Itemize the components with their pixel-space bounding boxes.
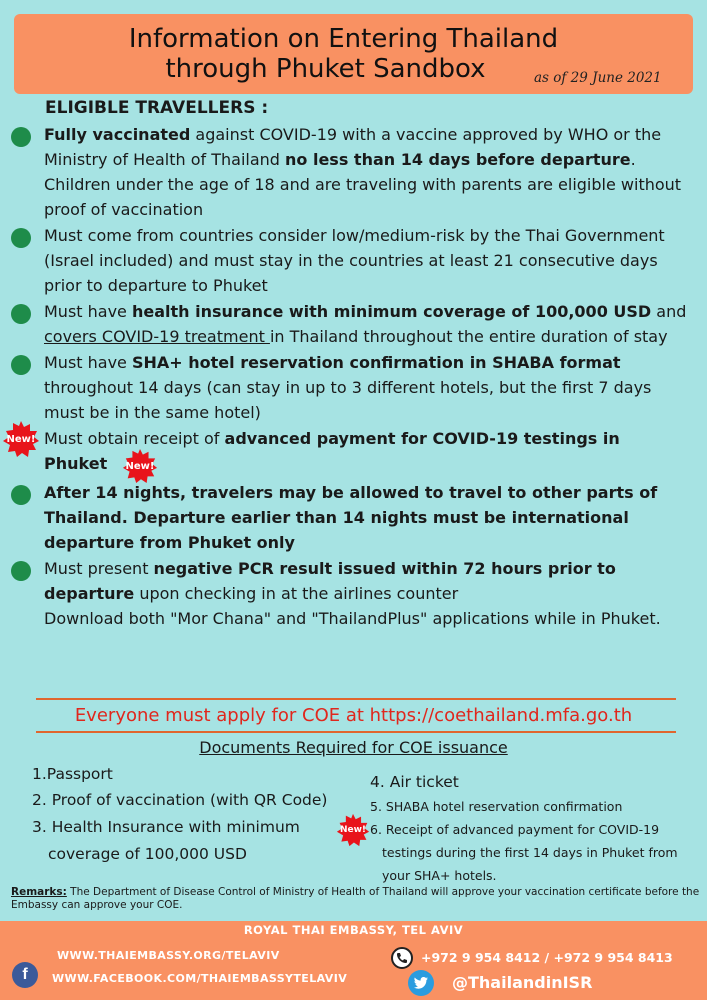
remarks: Remarks: The Department of Disease Control of Ministry of Health of Thailand will approve your vaccination certificate before the Embassy can approve your COE. (11, 886, 700, 911)
eligibility-item-hotel: Must have SHA+ hotel reservation confirmation in SHABA format throughout 14 days (can stay in up to 3 different hotels, but the first 7 days must be in the same hotel) (0, 350, 707, 425)
facebook-link[interactable]: WWW.FACEBOOK.COM/THAIEMBASSYTELAVIV (52, 972, 348, 985)
website-link[interactable]: WWW.THAIEMBASSY.ORG/TELAVIV (57, 949, 280, 962)
page-title-line1: Information on Entering Thailand (128, 24, 559, 54)
page-title-line2: through Phuket Sandbox (165, 54, 486, 84)
divider-top (36, 698, 676, 700)
doc-passport: 1.Passport (32, 765, 113, 783)
green-bullet-icon (11, 485, 31, 505)
divider-bottom (36, 731, 676, 733)
doc-payment-1: 6. Receipt of advanced payment for COVID-19 (370, 822, 660, 837)
phone-icon (391, 947, 413, 969)
footer (0, 921, 707, 1000)
title-banner (14, 14, 693, 94)
green-bullet-icon (11, 127, 31, 147)
doc-insurance-2: coverage of 100,000 USD (48, 845, 247, 863)
coe-notice[interactable]: Everyone must apply for COE at https://coethailand.mfa.go.th (74, 705, 633, 726)
eligible-travellers-heading: ELIGIBLE TRAVELLERS : (45, 98, 269, 118)
doc-shaba: 5. SHABA hotel reservation confirmation (370, 799, 623, 814)
new-badge-icon: New! (336, 813, 370, 847)
eligibility-list (0, 122, 707, 632)
eligibility-item-insurance: Must have health insurance with minimum coverage of 100,000 USD and covers COVID-19 treatment in Thailand throughout the entire duration of stay (0, 299, 707, 349)
documents-heading: Documents Required for COE issuance (199, 738, 508, 757)
phone-numbers[interactable]: +972 9 954 8412 / +972 9 954 8413 (421, 950, 673, 965)
doc-payment-2: testings during the first 14 days in Phuket from (382, 845, 678, 860)
eligibility-item-travel: After 14 nights, travelers may be allowed to travel to other parts of Thailand. Departure earlier than 14 nights must be international departure from Phuket only (0, 480, 707, 555)
eligibility-item-pcr: Must present negative PCR result issued within 72 hours prior to departure upon checking in at the airlines counter Download both "Mor Chana" and "ThailandPlus" applications while in Phuket. (0, 556, 707, 631)
eligibility-item-risk-country: Must come from countries consider low/medium-risk by the Thai Government (Israel included) and must stay in the countries at least 21 consecutive days prior to departure to Phuket (0, 223, 707, 298)
eligibility-item-vaccinated: Fully vaccinated against COVID-19 with a vaccine approved by WHO or the Ministry of Health of Thailand no less than 14 days before departure. Children under the age of 18 and are traveling with parents are eligible without proof of vaccination (0, 122, 707, 222)
new-badge-icon: New! (122, 448, 158, 484)
facebook-icon[interactable]: f (12, 962, 38, 988)
embassy-name: ROYAL THAI EMBASSY, TEL AVIV (243, 923, 464, 937)
green-bullet-icon (11, 304, 31, 324)
eligibility-item-payment: New! Must obtain receipt of advanced payment for COVID-19 testings in Phuket New! (0, 426, 707, 476)
doc-vaccination: 2. Proof of vaccination (with QR Code) (32, 791, 328, 809)
green-bullet-icon (11, 355, 31, 375)
new-badge-icon: New! (2, 420, 40, 458)
green-bullet-icon (11, 228, 31, 248)
twitter-icon[interactable] (408, 970, 434, 996)
doc-insurance-1: 3. Health Insurance with minimum (32, 818, 300, 836)
green-bullet-icon (11, 561, 31, 581)
as-of-date: as of 29 June 2021 (534, 70, 662, 86)
twitter-handle[interactable]: @ThailandinISR (452, 973, 593, 992)
doc-payment-3: your SHA+ hotels. (382, 868, 497, 883)
doc-air-ticket: 4. Air ticket (370, 773, 459, 791)
